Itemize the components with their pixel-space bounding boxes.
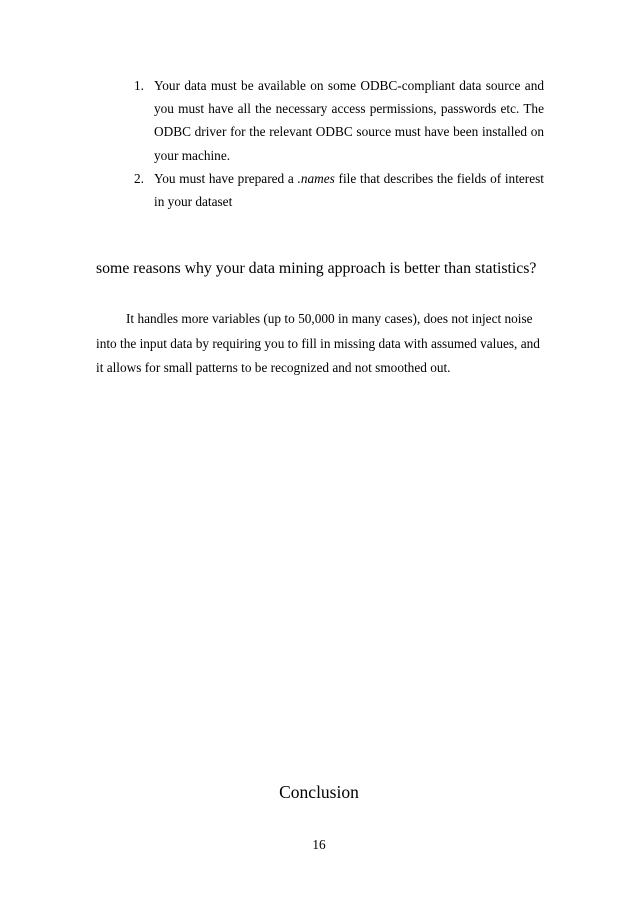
requirements-list (126, 74, 544, 213)
page-number: 16 (312, 837, 326, 852)
list-item-text: Your data must be available on some ODBC-compliant data source and you must have all the necessary access permissions, passwords etc. The ODBC driver for the relevant ODBC source must have been installed on your machine. (154, 78, 544, 163)
list-item-number: 2. (134, 170, 144, 186)
conclusion-heading: Conclusion (279, 782, 359, 802)
list-item-text (154, 171, 544, 209)
section-heading: some reasons why your data mining approach is better than statistics? (96, 260, 537, 277)
list-item (126, 167, 544, 213)
section-paragraph: It handles more variables (up to 50,000 in many cases), does not inject noise into the input data by requiring you to fill in missing data with assumed values, and it allows for small patterns to be recognized and not smoothed out. (96, 311, 540, 376)
names-file-term: .names (297, 170, 335, 186)
list-item-text-end: file that describes the fields of interest in your dataset (154, 170, 544, 210)
list-item-number: 1. (134, 78, 144, 93)
list-item (126, 74, 544, 167)
list-item-text-start: You must have prepared a (154, 170, 298, 186)
